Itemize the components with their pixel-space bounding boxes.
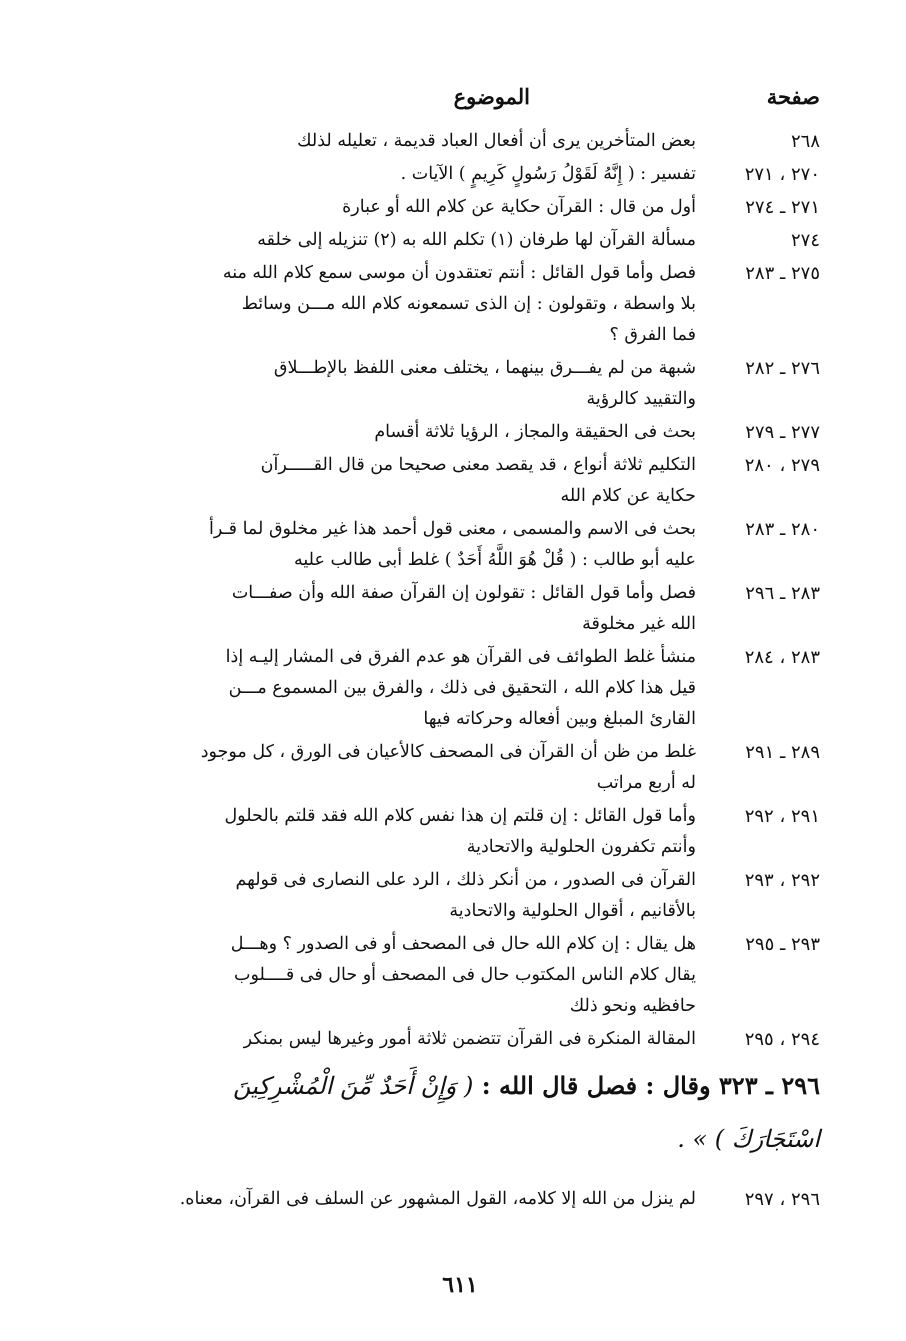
toc-entry (100, 353, 820, 415)
section-verse-end: اسْتَجَارَكَ ) » . (677, 1125, 820, 1153)
entry-page-number: ٢٧٩ ، ٢٨٠ (744, 455, 820, 476)
page-column-heading: صفحة (766, 84, 820, 109)
entry-topic (100, 801, 696, 863)
entry-topic (100, 353, 696, 415)
section-verse-start: ( وَإِنْ أَحَدٌ مِّنَ الْمُشْرِكِينَ (232, 1072, 474, 1100)
entry-page-number: ٢٦٨ (790, 131, 820, 152)
toc-entry (100, 1024, 820, 1055)
toc-entry (100, 159, 820, 190)
section-heading-line (100, 1062, 820, 1110)
entry-line: يقال كلام الناس المكتوب حال فى المصحف أو حال فى قــــلوب (234, 965, 696, 985)
entry-topic (100, 258, 696, 351)
entry-topic (100, 225, 696, 256)
entry-line: عليه أبو طالب : ( قُلْ هُوَ اللَّهُ أَحَدٌ ) غلط أبى طالب عليه (294, 550, 696, 570)
section-title: وقال : فصل قال الله : (481, 1071, 711, 1100)
toc-entry (100, 417, 820, 448)
entry-page-number: ٢٧٠ ، ٢٧١ (744, 164, 820, 185)
entry-line: والتقييد كالرؤية (586, 389, 696, 409)
entry-page-number: ٢٩٦ ، ٢٩٧ (744, 1189, 820, 1210)
entry-page-number: ٢٨٣ ، ٢٨٤ (744, 647, 820, 668)
entry-line: تفسير : ( إِنَّهُ لَقَوْلُ رَسُولٍ كَرِيمٍ ) الآيات . (400, 164, 696, 184)
toc-list (100, 126, 820, 1057)
toc-entry (100, 929, 820, 1022)
entry-topic (100, 450, 696, 512)
entry-line: حكاية عن كلام الله (560, 486, 696, 506)
entry-line: فصل وأما قول القائل : تقولون إن القرآن صفة الله وأن صفـــات (231, 583, 696, 603)
entry-topic (100, 159, 696, 190)
toc-entry-last (100, 1184, 820, 1217)
entry-line: قيل هذا كلام الله ، التحقيق فى ذلك ، والفرق بين المسموع مـــن (228, 678, 696, 698)
entry-line: غلط من ظن أن القرآن فى المصحف كالأعيان فى الورق ، كل موجود (200, 742, 696, 762)
entry-topic (100, 417, 696, 448)
entry-line: هل يقال : إن كلام الله حال فى المصحف أو فى الصدور ؟ وهـــل (230, 934, 696, 954)
entry-line: شبهة من لم يفـــرق بينهما ، يختلف معنى اللفظ بالإطـــلاق (273, 358, 696, 378)
entry-topic (100, 929, 696, 1022)
entry-page-number: ٢٧٤ (790, 230, 820, 251)
toc-entry (100, 225, 820, 256)
entry-page-number: ٢٧١ ـ ٢٧٤ (745, 197, 820, 218)
entry-line: مسألة القرآن لها طرفان (١) تكلم الله به (٢) تنزيله إلى خلقه (257, 230, 696, 250)
entry-line: القرآن فى الصدور ، من أنكر ذلك ، الرد على النصارى فى قولهم (235, 870, 696, 890)
entry-topic (100, 737, 696, 799)
entry-line: بعض المتأخرين يرى أن أفعال العباد قديمة ، تعليله لذلك (297, 131, 696, 151)
entry-topic (100, 126, 696, 157)
toc-entry (100, 737, 820, 799)
toc-entry (100, 192, 820, 223)
entry-line: وأنتم تكفرون الحلولية والاتحادية (466, 837, 696, 857)
entry-line: وأما قول القائل : إن قلتم إن هذا نفس كلام الله فقد قلتم بالحلول (224, 806, 696, 826)
entry-line: التكليم ثلاثة أنواع ، قد يقصد معنى صحيحا من قال القـــــرآن (260, 455, 696, 475)
entry-page-number: ٢٩١ ، ٢٩٢ (744, 806, 820, 827)
entry-page-number: ٢٧٦ ـ ٢٨٢ (745, 358, 820, 379)
entry-line: القارئ المبلغ وبين أفعاله وحركاته فيها (423, 709, 696, 729)
toc-entry (100, 865, 820, 927)
entry-line: المقالة المنكرة فى القرآن تتضمن ثلاثة أمور وغيرها ليس بمنكر (243, 1029, 696, 1049)
entry-line: بلا واسطة ، وتقولون : إن الذى تسمعونه كلام الله مـــن وسائط (241, 294, 696, 314)
toc-header (100, 84, 820, 118)
entry-line: فما الفرق ؟ (609, 325, 696, 345)
entry-topic (100, 578, 696, 640)
entry-line: حافظيه ونحو ذلك (569, 996, 696, 1016)
entry-page-number: ٢٩٢ ، ٢٩٣ (744, 870, 820, 891)
entry-line: الله غير مخلوقة (582, 614, 696, 634)
page-number: ٦١١ (442, 1272, 478, 1298)
toc-entry (100, 514, 820, 576)
toc-entry (100, 450, 820, 512)
entry-page-number: ٢٨٠ ـ ٢٨٣ (745, 519, 820, 540)
toc-entry (100, 258, 820, 351)
section-heading (100, 1062, 820, 1168)
entry-line: له أربع مراتب (596, 773, 696, 793)
section-range: ٢٩٦ ـ ٣٢٣ (718, 1071, 820, 1100)
toc-entry (100, 642, 820, 735)
topic-column-heading: الموضوع (453, 84, 530, 109)
entry-line: فصل وأما قول القائل : أنتم تعتقدون أن موسى سمع كلام الله منه (222, 263, 696, 283)
toc-entry (100, 578, 820, 640)
entry-page-number: ٢٩٣ ـ ٢٩٥ (745, 934, 820, 955)
entry-line: بحث فى الحقيقة والمجاز ، الرؤيا ثلاثة أقسام (374, 422, 696, 442)
entry-topic (100, 514, 696, 576)
entry-page-number: ٢٩٤ ، ٢٩٥ (744, 1029, 820, 1050)
entry-line: بحث فى الاسم والمسمى ، معنى قول أحمد هذا غير مخلوق لما قـرأ (209, 519, 696, 539)
toc-entry (100, 126, 820, 157)
entry-line: لم ينزل من الله إلا كلامه، القول المشهور عن السلف فى القرآن، معناه. (179, 1189, 696, 1209)
entry-page-number: ٢٧٥ ـ ٢٨٣ (745, 263, 820, 284)
entry-line: منشأ غلط الطوائف فى القرآن هو عدم الفرق فى المشار إليـه إذا (225, 647, 696, 667)
section-verse-continuation-line (100, 1110, 820, 1168)
entry-page-number: ٢٧٧ ـ ٢٧٩ (745, 422, 820, 443)
entry-topic (100, 1024, 696, 1055)
entry-topic (100, 865, 696, 927)
entry-page-number: ٢٨٣ ـ ٢٩٦ (745, 583, 820, 604)
entry-topic (100, 192, 696, 223)
toc-entry (100, 801, 820, 863)
entry-line: بالأقانيم ، أقوال الحلولية والاتحادية (449, 901, 696, 921)
entry-topic (100, 642, 696, 735)
entry-line: أول من قال : القرآن حكاية عن كلام الله أو عبارة (342, 197, 696, 217)
toc-entry (100, 1184, 820, 1215)
entry-topic (100, 1184, 696, 1215)
entry-page-number: ٢٨٩ ـ ٢٩١ (745, 742, 820, 763)
